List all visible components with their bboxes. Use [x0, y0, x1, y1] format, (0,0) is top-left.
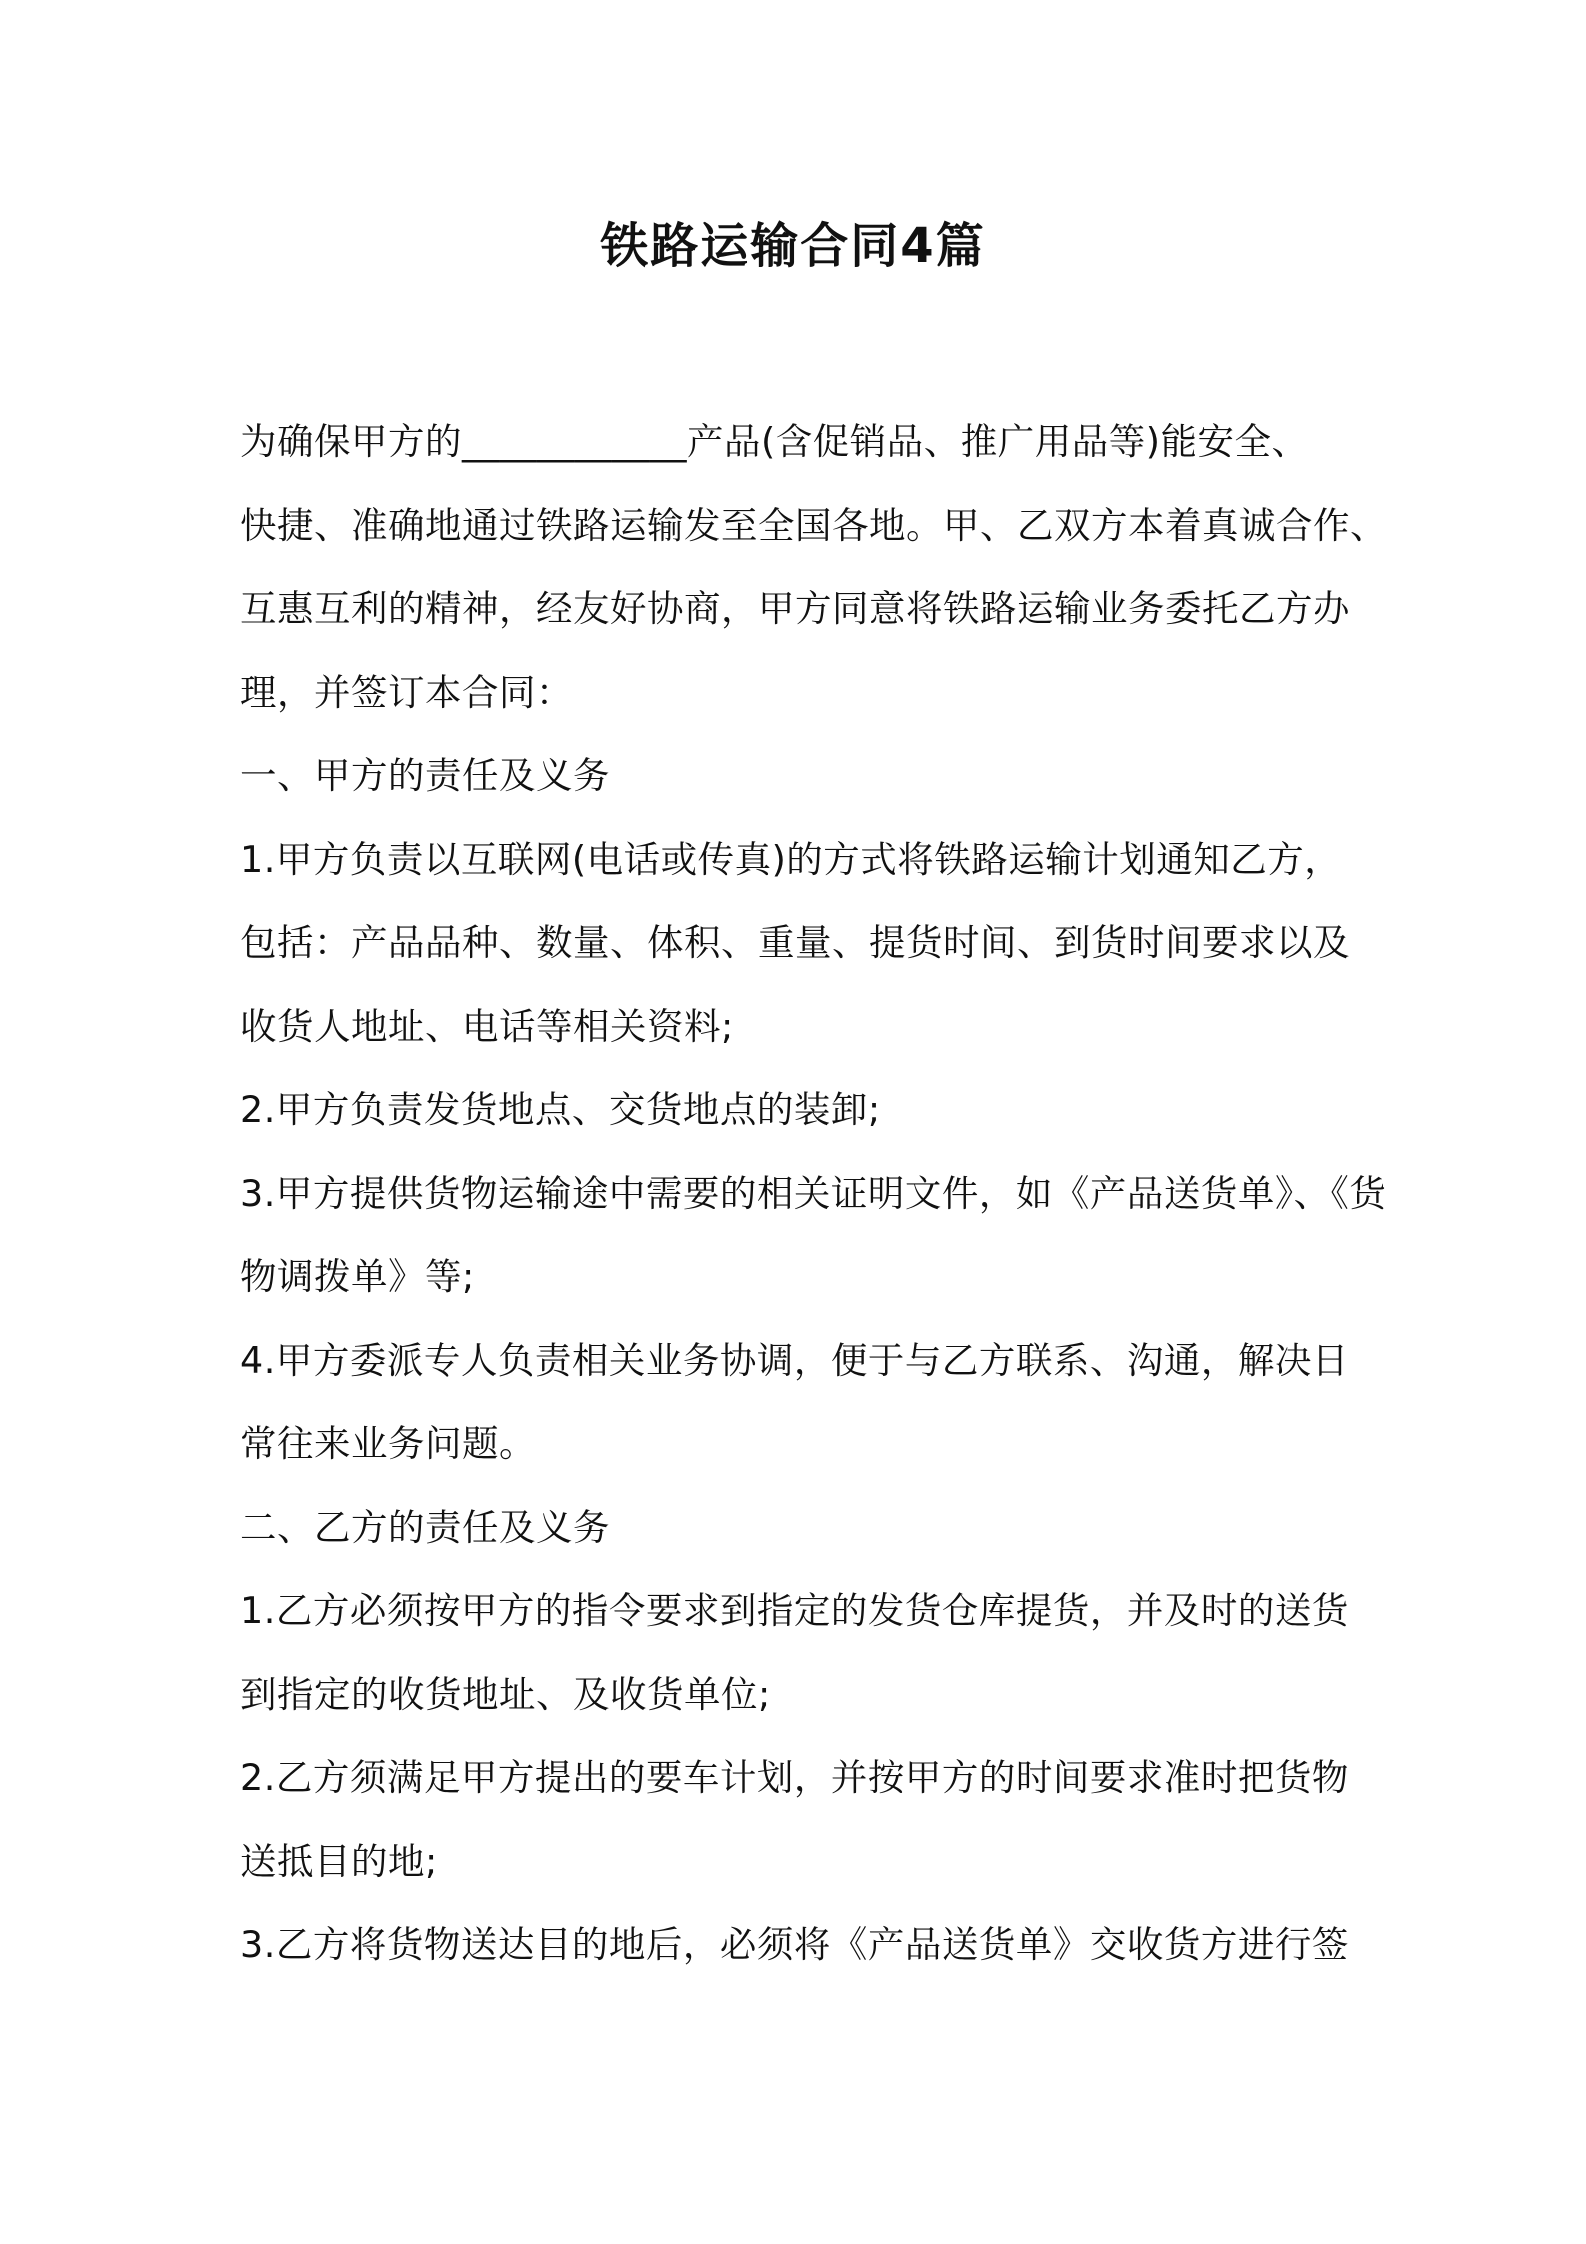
body-line: 收货人地址、电话等相关资料; — [240, 1004, 734, 1048]
body-line: 互惠互利的精神，经友好协商，甲方同意将铁路运输业务委托乙方办 — [240, 587, 1350, 630]
body-line: 常往来业务问题。 — [240, 1422, 536, 1465]
body-line: 送抵目的地; — [240, 1839, 438, 1883]
section-heading-party-a: 一、甲方的责任及义务 — [240, 754, 610, 797]
section-heading-party-b: 二、乙方的责任及义务 — [240, 1505, 610, 1549]
body-line: 理，并签订本合同： — [240, 670, 573, 714]
body-line: 3.甲方提供货物运输途中需要的相关证明文件，如《产品送货单》、《货 — [240, 1171, 1387, 1215]
document-body — [240, 400, 1387, 1987]
body-line: 1.乙方必须按甲方的指令要求到指定的发货仓库提货，并及时的送货 — [240, 1589, 1349, 1632]
body-line: 2.甲方负责发货地点、交货地点的装卸; — [240, 1088, 881, 1131]
body-line: 物调拨单》等; — [240, 1255, 475, 1298]
body-line: 4.甲方委派专人负责相关业务协调，便于与乙方联系、沟通，解决日 — [240, 1338, 1349, 1382]
document-title: 铁路运输合同4篇 — [600, 218, 986, 274]
body-line: 快捷、准确地通过铁路运输发至全国各地。甲、乙双方本着真诚合作、 — [240, 503, 1387, 547]
body-line: 3.乙方将货物送达目的地后，必须将《产品送货单》交收货方进行签 — [240, 1923, 1349, 1966]
body-line: 2.乙方须满足甲方提出的要车计划，并按甲方的时间要求准时把货物 — [240, 1756, 1349, 1799]
body-line: 1.甲方负责以互联网(电话或传真)的方式将铁路运输计划通知乙方， — [240, 837, 1342, 881]
body-line: 到指定的收货地址、及收货单位; — [240, 1672, 771, 1716]
body-line: 包括：产品品种、数量、体积、重量、提货时间、到货时间要求以及 — [240, 921, 1350, 964]
body-line: 为确保甲方的____________产品(含促销品、推广用品等)能安全、 — [240, 420, 1309, 463]
